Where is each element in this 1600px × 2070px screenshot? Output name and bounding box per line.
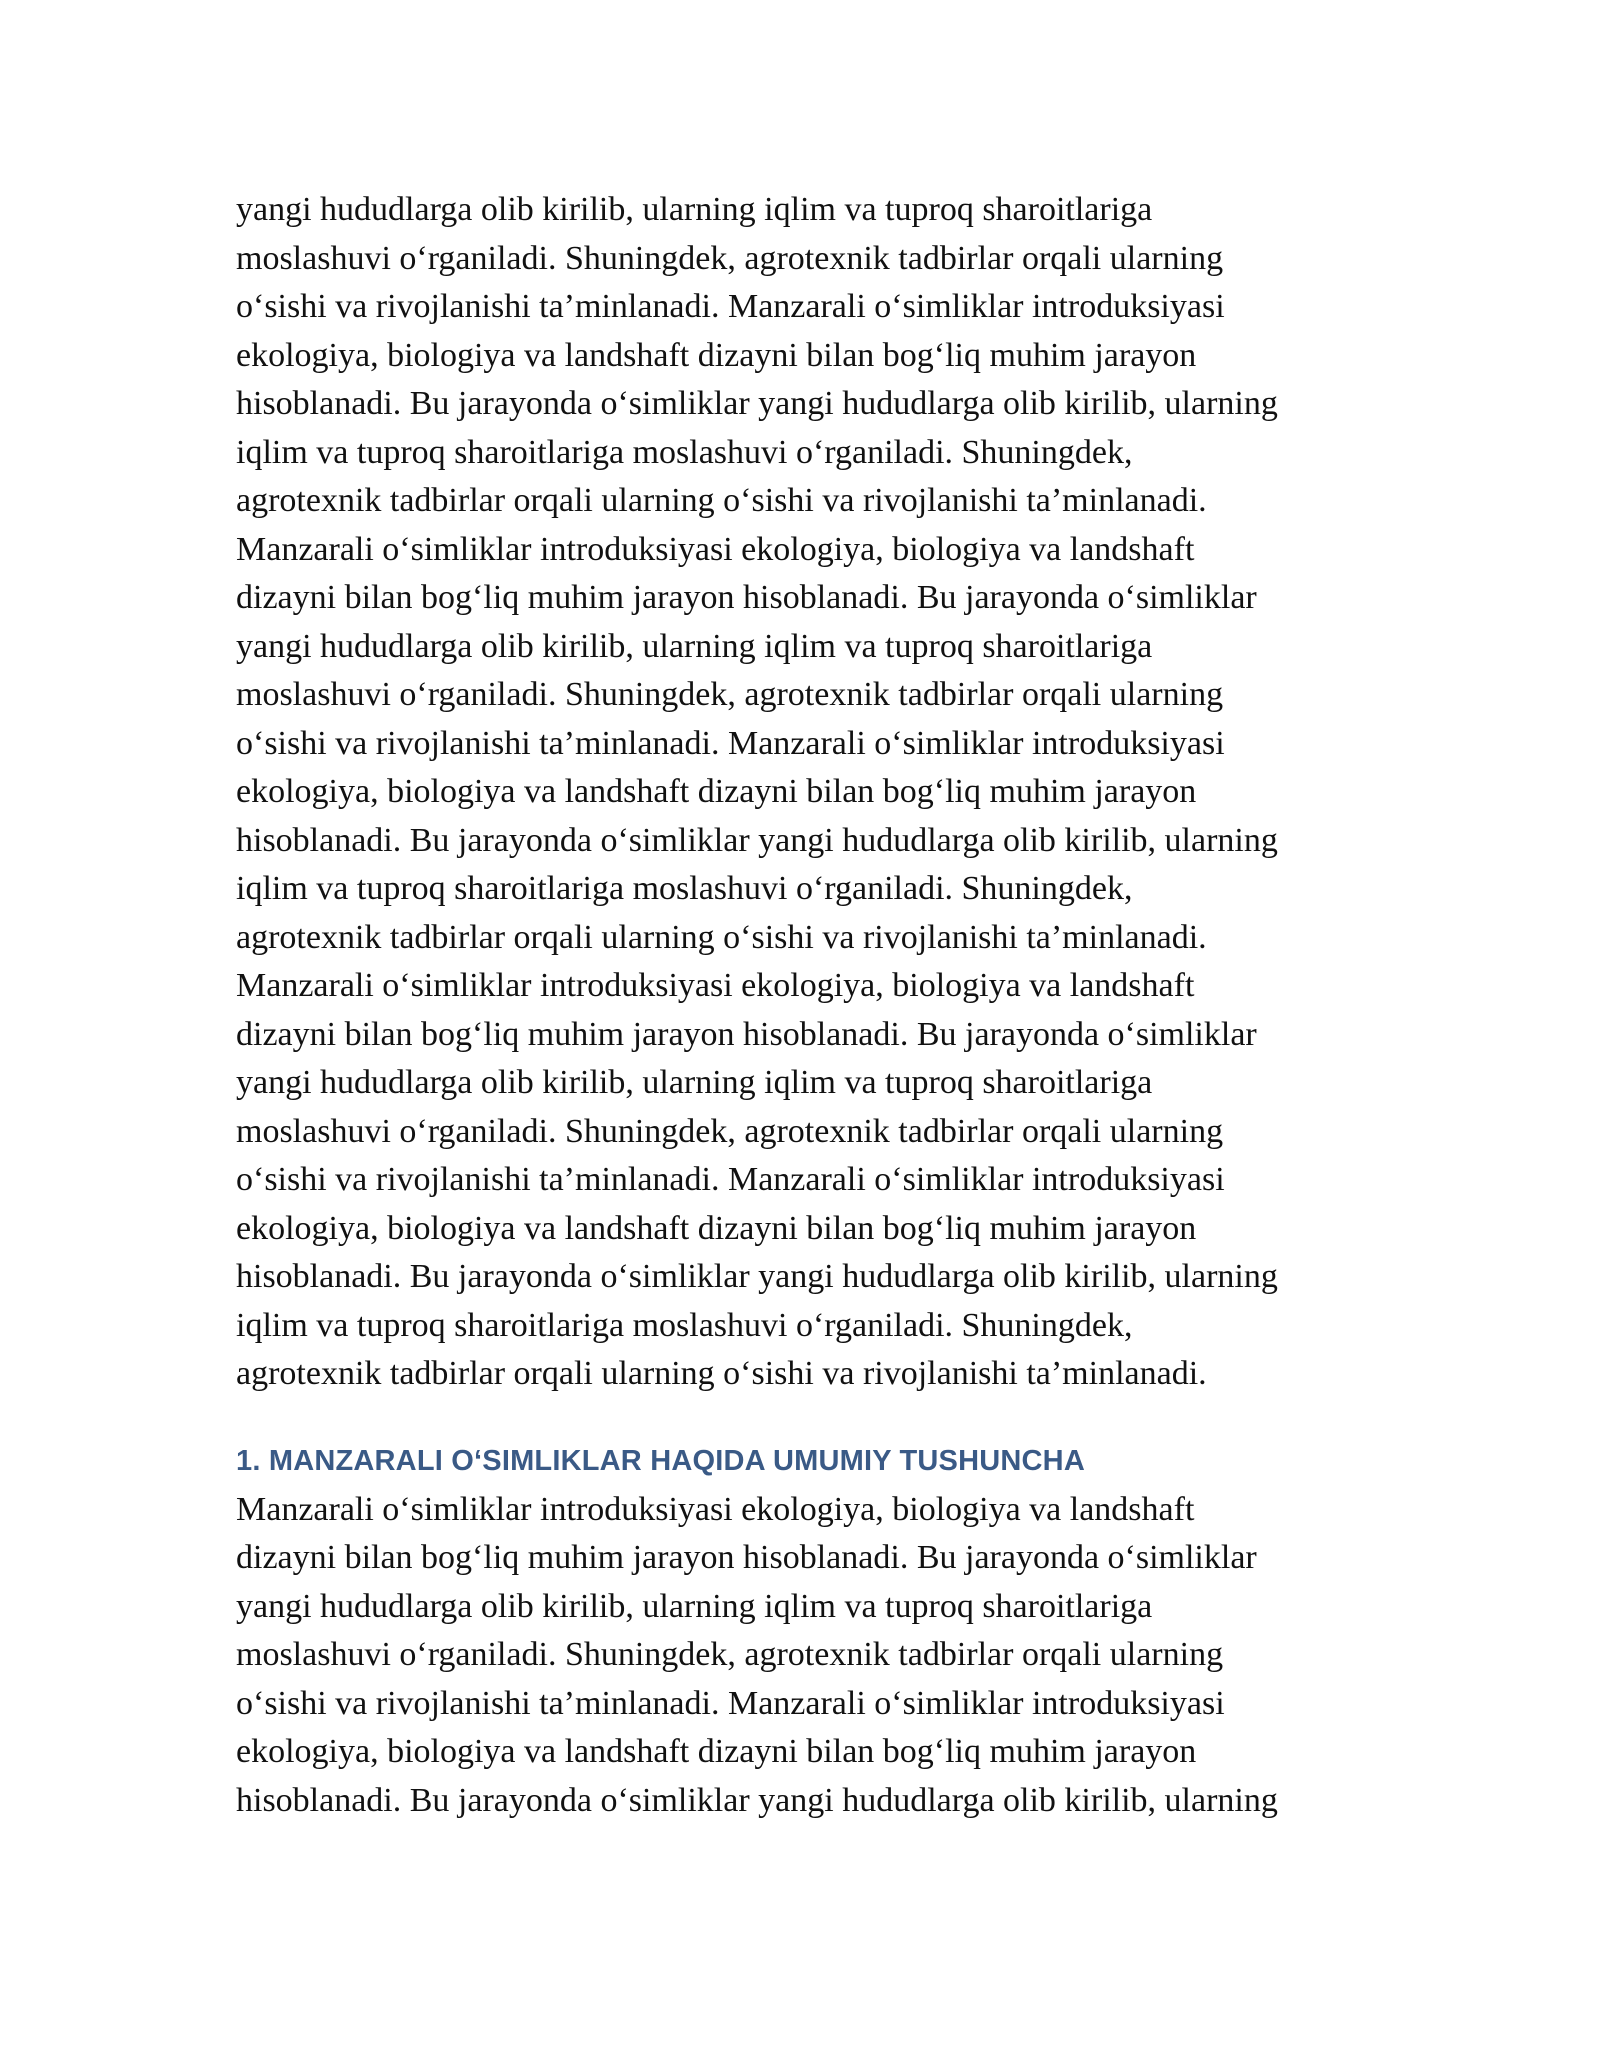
text-line: Manzarali o‘simliklar introduksiyasi ekologiya, biologiya va landshaft <box>236 530 1195 568</box>
text-line: o‘sishi va rivojlanishi ta’minlanadi. Manzarali o‘simliklar introduksiyasi <box>236 1161 1225 1198</box>
text-line: yangi hududlarga olib kirilib, ularning iqlim va tuproq sharoitlariga <box>236 1064 1153 1101</box>
text-line: moslashuvi o‘rganiladi. Shuningdek, agrotexnik tadbirlar orqali ularning <box>236 1112 1224 1150</box>
text-line: Manzarali o‘simliklar introduksiyasi ekologiya, biologiya va landshaft <box>236 1490 1195 1528</box>
text-line: hisoblanadi. Bu jarayonda o‘simliklar yangi hududlarga olib kirilib, ularning <box>236 821 1278 859</box>
text-line: hisoblanadi. Bu jarayonda o‘simliklar yangi hududlarga olib kirilib, ularning <box>236 1781 1278 1819</box>
text-line: dizayni bilan bog‘liq muhim jarayon hisoblanadi. Bu jarayonda o‘simliklar <box>236 1539 1257 1576</box>
text-line: ekologiya, biologiya va landshaft dizayni bilan bog‘liq muhim jarayon <box>236 773 1197 810</box>
body-text-block-2 <box>236 1486 1376 1826</box>
text-line: iqlim va tuproq sharoitlariga moslashuvi o‘rganiladi. Shuningdek, <box>236 1306 1133 1344</box>
text-line: moslashuvi o‘rganiladi. Shuningdek, agrotexnik tadbirlar orqali ularning <box>236 1636 1224 1673</box>
text-line: dizayni bilan bog‘liq muhim jarayon hisoblanadi. Bu jarayonda o‘simliklar <box>236 1015 1257 1053</box>
text-line: moslashuvi o‘rganiladi. Shuningdek, agrotexnik tadbirlar orqali ularning <box>236 676 1224 713</box>
section-heading: 1. MANZARALI O‘SIMLIKLAR HAQIDA UMUMIY TUSHUNCHA <box>236 1444 1085 1477</box>
text-line: agrotexnik tadbirlar orqali ularning o‘sishi va rivojlanishi ta’minlanadi. <box>236 918 1207 956</box>
text-line: o‘sishi va rivojlanishi ta’minlanadi. Manzarali o‘simliklar introduksiyasi <box>236 1684 1225 1722</box>
text-line: ekologiya, biologiya va landshaft dizayni bilan bog‘liq muhim jarayon <box>236 1209 1197 1247</box>
text-line: yangi hududlarga olib kirilib, ularning iqlim va tuproq sharoitlariga <box>236 191 1153 228</box>
body-text-block-1 <box>236 186 1376 1399</box>
text-line: ekologiya, biologiya va landshaft dizayni bilan bog‘liq muhim jarayon <box>236 1733 1197 1770</box>
text-line: iqlim va tuproq sharoitlariga moslashuvi o‘rganiladi. Shuningdek, <box>236 433 1133 471</box>
text-line: o‘sishi va rivojlanishi ta’minlanadi. Manzarali o‘simliklar introduksiyasi <box>236 288 1225 325</box>
text-line: yangi hududlarga olib kirilib, ularning iqlim va tuproq sharoitlariga <box>236 1587 1153 1625</box>
page-content <box>236 186 1376 1825</box>
text-line: o‘sishi va rivojlanishi ta’minlanadi. Manzarali o‘simliklar introduksiyasi <box>236 724 1225 762</box>
text-line: iqlim va tuproq sharoitlariga moslashuvi o‘rganiladi. Shuningdek, <box>236 870 1133 907</box>
text-line: yangi hududlarga olib kirilib, ularning iqlim va tuproq sharoitlariga <box>236 627 1153 665</box>
text-line: Manzarali o‘simliklar introduksiyasi ekologiya, biologiya va landshaft <box>236 967 1195 1004</box>
text-line: dizayni bilan bog‘liq muhim jarayon hisoblanadi. Bu jarayonda o‘simliklar <box>236 579 1257 616</box>
text-line: moslashuvi o‘rganiladi. Shuningdek, agrotexnik tadbirlar orqali ularning <box>236 239 1224 277</box>
text-line: hisoblanadi. Bu jarayonda o‘simliklar yangi hududlarga olib kirilib, ularning <box>236 1258 1278 1295</box>
text-line: hisoblanadi. Bu jarayonda o‘simliklar yangi hududlarga olib kirilib, ularning <box>236 385 1278 422</box>
text-line: agrotexnik tadbirlar orqali ularning o‘sishi va rivojlanishi ta’minlanadi. <box>236 1355 1207 1392</box>
text-line: agrotexnik tadbirlar orqali ularning o‘sishi va rivojlanishi ta’minlanadi. <box>236 482 1207 519</box>
text-line: ekologiya, biologiya va landshaft dizayni bilan bog‘liq muhim jarayon <box>236 336 1197 374</box>
